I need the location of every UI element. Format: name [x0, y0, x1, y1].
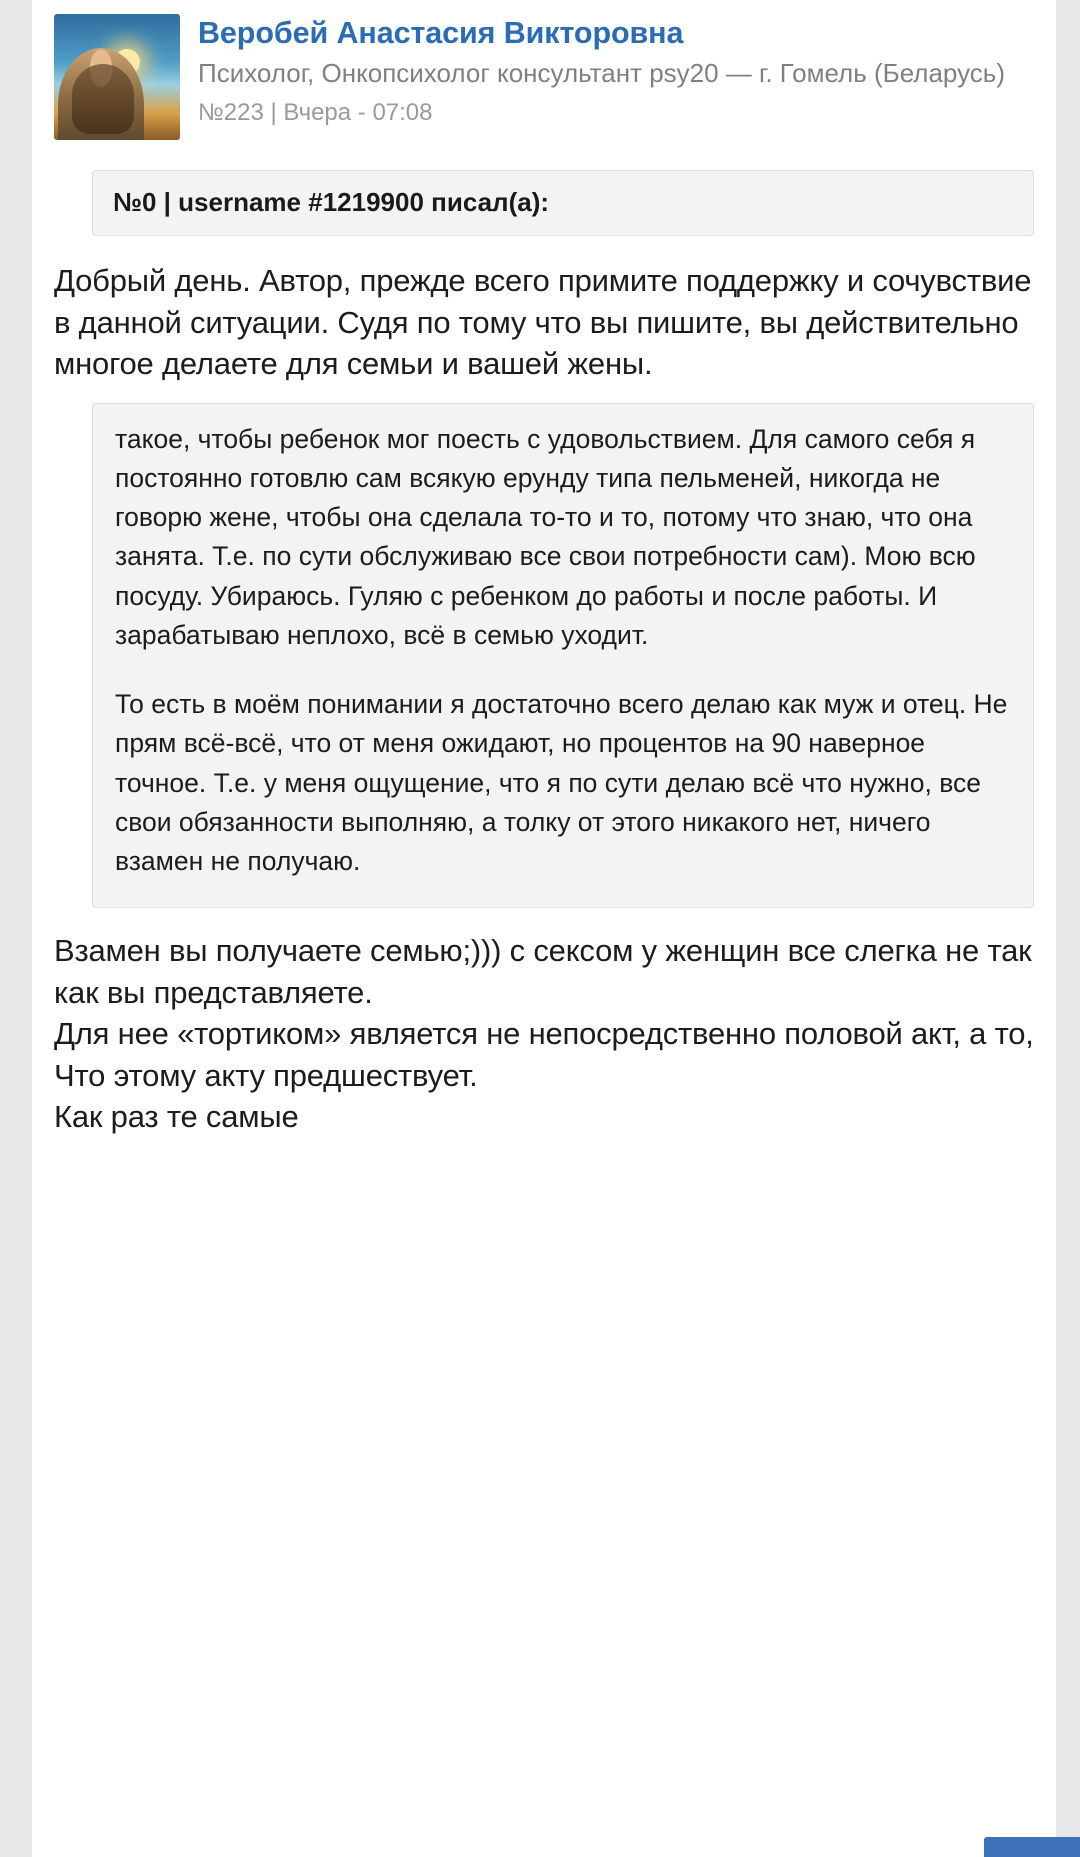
post-intro-paragraph: Добрый день. Автор, прежде всего примите поддержку и сочувствие в данной ситуации. Судя по тому что вы пишите, вы действительно многое делаете для семьи и вашей жены.: [54, 263, 1032, 382]
post-header-text: [198, 14, 1034, 130]
quoted-paragraph-1: такое, чтобы ребенок мог поесть с удовольствием. Для самого себя я постоянно готовлю сам всякую ерунду типа пельменей, никогда не говорю жене, чтобы она сделала то-то и то, потому что знаю, что она занята. Т.е. по сути обслуживаю все свои потребности сам). Мою всю посуду. Убираюсь. Гуляю с ребенком до работы и после работы. И зарабатываю неплохо, всё в семью уходит.: [115, 423, 976, 650]
post-header: [54, 14, 1034, 140]
author-name[interactable]: Веробей Анастасия Викторовна: [198, 16, 684, 50]
quote-header-label[interactable]: №0 | username #1219900 писал(а):: [113, 187, 550, 217]
page-gutter-right: [1056, 0, 1080, 1857]
page-gutter-left: [0, 0, 32, 1857]
post-reply-text: [54, 930, 1034, 1138]
avatar[interactable]: [54, 14, 180, 140]
reply-paragraph-3: Как раз те самые: [54, 1099, 299, 1135]
quoted-text-block: [92, 403, 1034, 908]
avatar-hair: [72, 64, 134, 134]
post-meta: №223 | Вчера - 07:08: [198, 99, 433, 127]
author-role: Психолог, Онкопсихолог консультант psy20 — г. Гомель (Беларусь): [198, 57, 1006, 88]
post-intro-text: [54, 260, 1034, 385]
quote-header-box: [92, 170, 1034, 236]
quoted-paragraph-2: То есть в моём понимании я достаточно всего делаю как муж и отец. Не прям всё-всё, что от меня ожидают, но процентов на 90 наверное точное. Т.е. у меня ощущение, что я по сути делаю всё что нужно, все свои обязанности выполняю, а толку от этого никакого нет, ничего взамен не получаю.: [115, 689, 1008, 876]
reply-paragraph-2: Для нее «тортиком» является не непосредственно половой акт, а то, Что этому акту предшествует.: [54, 1016, 1034, 1093]
corner-widget[interactable]: [984, 1837, 1080, 1857]
reply-paragraph-1: Взамен вы получаете семью;))) с сексом у женщин все слегка не так как вы представляете.: [54, 933, 1032, 1010]
forum-post: [32, 0, 1056, 1857]
